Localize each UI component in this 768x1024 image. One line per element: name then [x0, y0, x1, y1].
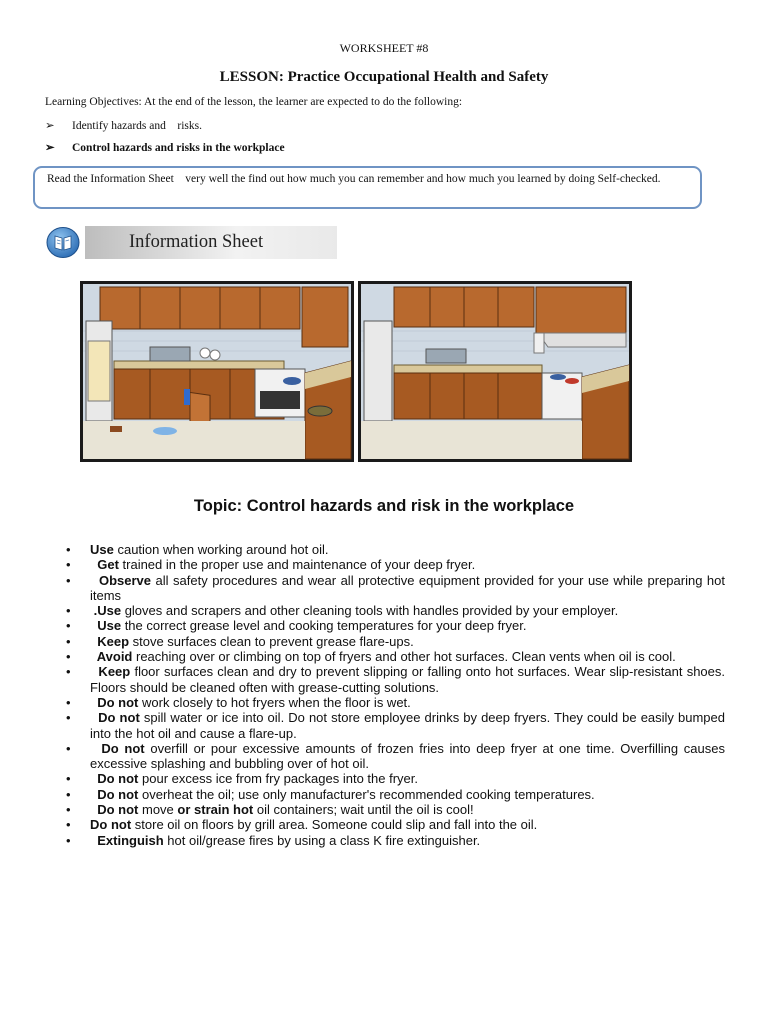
- rule-text: reaching over or climbing on top of fryers and other hot surfaces. Clean vents when oil is cool.: [132, 649, 676, 665]
- safety-rule-item: [66, 557, 725, 572]
- rule-text: hot oil/grease fires by using a class K fire extinguisher.: [163, 832, 481, 848]
- hazardous-kitchen-illustration: [80, 281, 354, 462]
- information-sheet-label: Information Sheet: [129, 232, 264, 252]
- rule-text: move: [138, 802, 178, 818]
- safety-rule-item: [66, 649, 725, 664]
- rule-keyword: Use: [90, 542, 114, 557]
- worksheet-title: WORKSHEET #8: [339, 41, 429, 55]
- kitchen-comparison-images: [80, 281, 632, 462]
- rule-text: caution when working around hot oil.: [113, 542, 329, 557]
- rule-keyword: Use: [90, 618, 122, 634]
- rule-text: pour excess ice from fry packages into the fryer.: [138, 771, 419, 787]
- rule-text: floor surfaces clean and dry to prevent slipping or falling onto hot surfaces. Wear slip-resistant shoes. Floors should be cleaned often with grease-cutting solutions.: [90, 664, 725, 695]
- arrow-bullet-icon: ➢: [45, 142, 55, 154]
- safety-rule-item: [66, 618, 725, 633]
- objective-text: Control hazards and risks in the workplace: [72, 142, 285, 154]
- safety-rules-list: [66, 542, 725, 848]
- safety-rule-item: [66, 710, 725, 741]
- safety-rule-item: [66, 787, 725, 802]
- arrow-bullet-icon: ➢: [45, 120, 55, 132]
- objective-text: Identify hazards and risks.: [72, 120, 202, 132]
- rule-keyword: .Use: [90, 603, 122, 619]
- objective-item: [45, 118, 202, 132]
- rule-keyword: Do not: [90, 710, 140, 726]
- safety-rule-item: [66, 817, 725, 832]
- rule-keyword: Do not: [90, 802, 139, 818]
- rule-text: work closely to hot fryers when the floor is wet.: [138, 694, 411, 710]
- objective-item: [45, 140, 285, 154]
- rule-keyword: Keep: [90, 633, 130, 649]
- safety-rule-item: [66, 573, 725, 604]
- rule-text: trained in the proper use and maintenance of your deep fryer.: [118, 557, 476, 573]
- safe-kitchen-illustration: [358, 281, 632, 462]
- rule-keyword: Extinguish: [90, 832, 164, 848]
- lesson-title: LESSON: Practice Occupational Health and Safety: [219, 69, 549, 85]
- rule-text: store oil on floors by grill area. Someone could slip and fall into the oil.: [131, 817, 538, 833]
- reading-notice-text: Read the Information Sheet very well the find out how much you can remember and how much you learned by doing Self-checked.: [47, 173, 661, 185]
- rule-keyword: Do not: [90, 817, 132, 833]
- information-sheet-banner: [45, 226, 337, 259]
- rule-keyword: Keep: [90, 664, 131, 680]
- rule-text: spill water or ice into oil. Do not store employee drinks by deep fryers. They could be easily bumped into the hot oil and cause a flare-up.: [90, 710, 725, 741]
- rule-text: overfill or pour excessive amounts of frozen fries into deep fryer at one time. Overfilling causes excessive splashing and bubbling over of hot oil.: [90, 740, 725, 772]
- rule-keyword: Observe: [90, 572, 152, 588]
- rule-keyword: Get: [90, 557, 119, 573]
- rule-text: overheat the oil; use only manufacturer's recommended cooking temperatures.: [138, 786, 595, 802]
- rule-keyword: Avoid: [90, 649, 133, 665]
- safety-rule-item: [66, 771, 725, 786]
- rule-keyword: Do not: [90, 740, 145, 756]
- rule-text: gloves and scrapers and other cleaning tools with handles provided by your employer.: [121, 603, 619, 619]
- rule-keyword: Do not: [90, 694, 139, 710]
- rule-keyword: or strain hot: [177, 802, 254, 818]
- reading-notice-box: [33, 166, 702, 209]
- rule-keyword: Do not: [90, 771, 139, 787]
- safety-rule-item: [66, 634, 725, 649]
- rule-keyword: Do not: [90, 786, 139, 802]
- rule-text: oil containers; wait until the oil is cool!: [253, 802, 474, 818]
- rule-text: all safety procedures and wear all protective equipment provided for your use while preparing hot items: [90, 572, 725, 603]
- learning-objectives-intro: Learning Objectives: At the end of the lesson, the learner are expected to do the following:: [45, 96, 463, 108]
- safety-rule-item: [66, 695, 725, 710]
- rule-text: the correct grease level and cooking temperatures for your deep fryer.: [121, 618, 527, 634]
- safety-rule-item: [66, 603, 725, 618]
- safety-rule-item: [66, 542, 725, 557]
- book-icon: [45, 226, 81, 259]
- safety-rule-item: [66, 833, 725, 848]
- topic-heading: Topic: Control hazards and risk in the workplace: [193, 497, 575, 515]
- safety-rule-item: [66, 741, 725, 772]
- safety-rule-item: [66, 664, 725, 695]
- rule-text: stove surfaces clean to prevent grease flare-ups.: [129, 633, 414, 649]
- safety-rule-item: [66, 802, 725, 817]
